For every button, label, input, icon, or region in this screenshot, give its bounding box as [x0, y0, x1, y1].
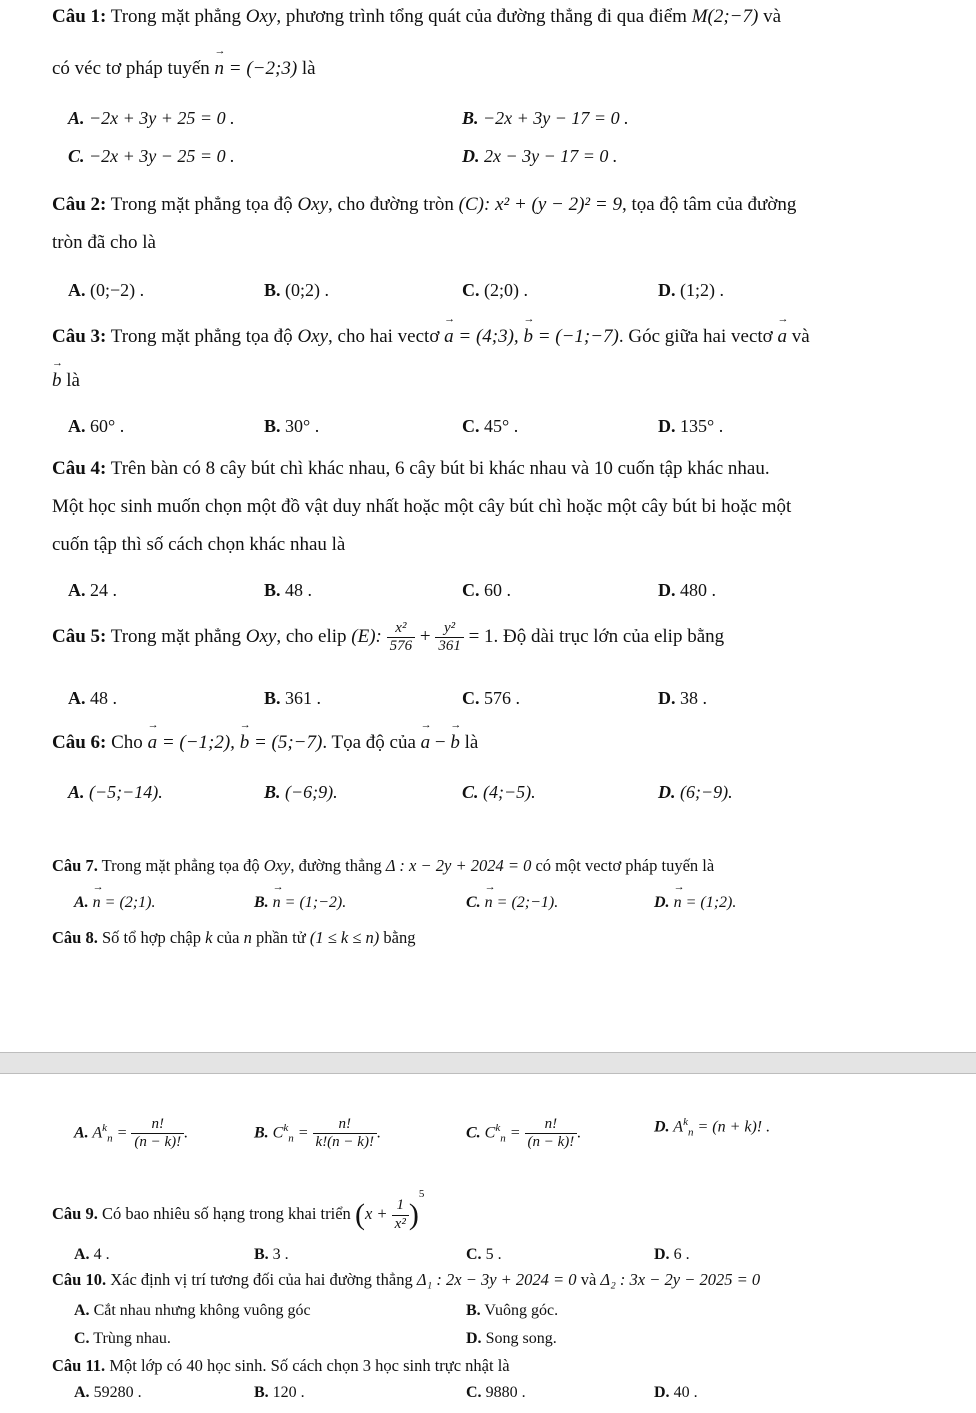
expression: x +	[364, 1204, 392, 1223]
option-value: 59280 .	[93, 1384, 142, 1401]
option-value: 45° .	[484, 416, 519, 436]
question-label: Câu 10.	[52, 1270, 107, 1289]
denominator: k!(n − k)!	[315, 1134, 374, 1151]
question-text: , cho hai vectơ	[328, 326, 445, 347]
option-value: 40 .	[673, 1384, 698, 1401]
fraction	[525, 1116, 578, 1152]
option-d[interactable]	[658, 416, 723, 437]
vector-value: = (4;3),	[453, 326, 524, 347]
option-letter: B.	[264, 580, 281, 600]
option-value: 38 .	[680, 688, 707, 708]
subscript: n	[500, 1132, 506, 1145]
option-letter: D.	[658, 280, 676, 300]
option-a[interactable]	[68, 580, 117, 601]
option-d[interactable]	[654, 894, 736, 912]
line-equation: Δ : x − 2y + 2024 = 0	[385, 856, 532, 875]
numerator: n!	[525, 1116, 578, 1134]
option-value: (4;−5).	[483, 782, 536, 802]
question-7	[52, 856, 936, 876]
equals: =	[293, 1124, 313, 1142]
option-letter: C.	[462, 782, 479, 802]
option-letter: B.	[264, 280, 281, 300]
option-letter: D.	[658, 782, 676, 802]
question-4-line2	[52, 496, 936, 519]
option-value: Cắt nhau nhưng không vuông góc	[89, 1302, 311, 1319]
subscript: n	[288, 1132, 294, 1145]
option-letter: D.	[658, 580, 676, 600]
question-text: Số tổ hợp chập	[97, 928, 206, 947]
question-2	[52, 194, 936, 217]
question-text: phần tử	[251, 928, 310, 947]
numerator: n!	[131, 1116, 184, 1134]
numerator: 1	[392, 1197, 409, 1215]
option-c[interactable]	[462, 580, 511, 601]
variable-n: n	[243, 928, 252, 947]
circle-equation: (C): x² + (y − 2)² = 9	[458, 194, 622, 215]
option-b[interactable]	[254, 1246, 289, 1264]
option-value: = (2;1).	[100, 894, 156, 911]
option-value: Trùng nhau.	[89, 1330, 171, 1347]
normal-vector: → n	[485, 894, 493, 911]
line-1: Δ₁ : 2x − 3y + 2024 = 0	[416, 1270, 577, 1289]
option-a[interactable]	[74, 1116, 188, 1152]
option-letter: D.	[654, 1246, 670, 1263]
denominator: 361	[438, 638, 461, 655]
option-b[interactable]	[254, 894, 346, 912]
question-text: Trong mặt phẳng tọa độ	[106, 194, 298, 215]
vector-b: → b	[240, 732, 250, 753]
question-text: của	[212, 928, 244, 947]
option-d[interactable]	[658, 280, 724, 301]
denominator: 576	[389, 638, 413, 655]
coord-system: Oxy	[263, 856, 291, 875]
option-letter: D.	[654, 894, 670, 911]
option-value: 24 .	[90, 580, 117, 600]
subscript: n	[687, 1126, 694, 1139]
option-value: Vuông góc.	[480, 1302, 559, 1319]
question-text: . Tọa độ của	[322, 732, 421, 753]
option-a[interactable]	[68, 416, 124, 437]
option-value: −2x + 3y + 25 = 0 .	[89, 108, 235, 128]
question-text: là	[61, 370, 80, 391]
superscript: k	[102, 1122, 108, 1135]
option-a[interactable]	[74, 1246, 110, 1264]
period: .	[577, 1124, 582, 1142]
vector-value: = (−2;3)	[224, 58, 298, 79]
question-text: có một vectơ pháp tuyến là	[531, 856, 715, 875]
option-c[interactable]	[462, 782, 536, 803]
option-letter: A.	[74, 894, 89, 911]
question-label: Câu 2:	[52, 194, 107, 215]
question-text: tròn đã cho là	[52, 232, 156, 253]
variable-k: k	[205, 928, 213, 947]
fraction	[313, 1116, 377, 1152]
vector-value: = (−1;−7)	[532, 326, 619, 347]
option-letter: C.	[462, 688, 480, 708]
option-letter: C.	[462, 416, 480, 436]
question-text: Trong mặt phẳng	[106, 6, 246, 27]
question-text: Một học sinh muốn chọn một đồ vật duy nhất hoặc một cây bút chì hoặc một cây bút bi hoặc một	[52, 496, 792, 517]
option-d[interactable]	[654, 1116, 770, 1139]
open-paren: (	[354, 1198, 365, 1232]
vector-value: = (−1;2),	[157, 732, 240, 753]
question-text: Trong mặt phẳng tọa độ	[97, 856, 264, 875]
question-5: Câu 5: Trong mặt phẳng Oxy, cho elip (E): $\frac{\text{x²}}{576}$ + $\frac{\text{y²}}{361}$ = 1. Độ dài trục lớn của elip bằng	[52, 620, 725, 655]
option-value: (0;2) .	[285, 280, 330, 300]
vector-b: → b	[523, 326, 533, 347]
question-text: cuốn tập thì số cách chọn khác nhau là	[52, 534, 346, 555]
question-text: , phương trình tổng quát của đường thẳng đi qua điểm	[276, 6, 692, 27]
coord-system: Oxy	[297, 326, 329, 347]
option-letter: B.	[264, 416, 281, 436]
option-value: 60 .	[484, 580, 511, 600]
equals: =	[505, 1124, 525, 1142]
option-letter: C.	[462, 280, 480, 300]
option-value: (−5;−14).	[89, 782, 163, 802]
option-letter: B.	[462, 108, 479, 128]
option-letter: C.	[74, 1330, 90, 1347]
page-break	[0, 1052, 976, 1074]
option-value: (6;−9).	[680, 782, 733, 802]
option-letter: B.	[254, 1246, 269, 1263]
option-value: −2x + 3y − 17 = 0 .	[483, 108, 629, 128]
vector-a: → a	[148, 732, 158, 753]
option-letter: A.	[74, 1384, 90, 1401]
fraction	[131, 1116, 184, 1152]
point: M(2;−7)	[691, 6, 759, 27]
symbol: C	[484, 1124, 496, 1142]
vector-a: → a	[421, 732, 431, 753]
option-letter: B.	[264, 782, 281, 802]
vector-a: → a	[444, 326, 454, 347]
equals-one: = 1	[463, 626, 494, 648]
option-value: 48 .	[285, 580, 313, 600]
line-2: Δ₂ : 3x − 2y − 2025 = 0	[600, 1270, 761, 1289]
option-letter: B.	[466, 1302, 481, 1319]
question-label: Câu 7.	[52, 856, 98, 875]
denominator: x²	[394, 1215, 406, 1232]
option-d[interactable]	[654, 1384, 698, 1402]
option-b[interactable]	[264, 580, 312, 601]
option-letter: B.	[254, 894, 269, 911]
option-letter: A.	[68, 416, 86, 436]
superscript: k	[683, 1116, 688, 1128]
option-b[interactable]	[264, 280, 329, 301]
option-c[interactable]	[74, 1330, 171, 1348]
question-label: Câu 3:	[52, 326, 107, 347]
condition: (1 ≤ k ≤ n)	[309, 928, 380, 947]
question-label: Câu 5:	[52, 626, 107, 648]
superscript: k	[283, 1122, 289, 1135]
fraction	[387, 620, 416, 656]
question-text: và	[576, 1270, 601, 1289]
question-label: Câu 8.	[52, 928, 98, 947]
question-3-line2	[52, 370, 936, 393]
option-d[interactable]	[658, 580, 716, 601]
question-9	[52, 1188, 936, 1233]
question-text: . Góc giữa hai vectơ	[618, 326, 778, 347]
option-letter: A.	[68, 688, 86, 708]
question-4-line3	[52, 534, 936, 557]
option-value: 2x − 3y − 17 = 0 .	[484, 146, 618, 166]
option-value: 576 .	[484, 688, 520, 708]
option-letter: A.	[68, 580, 86, 600]
vector-b: → b	[52, 370, 62, 391]
question-text: bằng	[379, 928, 416, 947]
option-value: (1;2) .	[680, 280, 724, 300]
vector-value: = (5;−7)	[249, 732, 323, 753]
question-text: và	[786, 326, 810, 347]
option-letter: D.	[658, 688, 676, 708]
option-value: 361 .	[285, 688, 322, 708]
coord-system: Oxy	[245, 6, 277, 27]
question-text: , đường thẳng	[290, 856, 386, 875]
question-text: là	[459, 732, 479, 753]
superscript: k	[495, 1122, 501, 1135]
option-a[interactable]	[68, 108, 235, 129]
exponent: 5	[418, 1188, 425, 1200]
option-letter: A.	[68, 280, 86, 300]
denominator: (n − k)!	[527, 1134, 575, 1151]
option-letter: D.	[466, 1330, 482, 1347]
question-text: , tọa độ tâm của đường	[621, 194, 797, 215]
option-c[interactable]	[462, 688, 520, 709]
question-1	[52, 6, 936, 29]
question-label: Câu 6:	[52, 732, 107, 753]
question-10	[52, 1270, 936, 1290]
option-d[interactable]	[466, 1330, 557, 1348]
option-b[interactable]	[264, 688, 321, 709]
option-letter: B.	[254, 1124, 269, 1142]
option-value: = (2;−1).	[492, 894, 559, 911]
question-label: Câu 11.	[52, 1356, 106, 1375]
vector-b: → b	[450, 732, 460, 753]
option-value: 120 .	[272, 1384, 305, 1401]
option-a[interactable]	[74, 1384, 142, 1402]
question-11	[52, 1356, 936, 1376]
question-label: Câu 9.	[52, 1204, 98, 1223]
option-value: −2x + 3y − 25 = 0 .	[89, 146, 235, 166]
question-2-line2	[52, 232, 936, 255]
question-text: Trong mặt phẳng	[106, 626, 246, 648]
coord-system: Oxy	[297, 194, 329, 215]
coord-system: Oxy	[245, 626, 277, 648]
question-text: Một lớp có 40 học sinh. Số cách chọn 3 học sinh trực nhật là	[105, 1356, 510, 1375]
option-value: Song song.	[481, 1330, 557, 1347]
option-letter: B.	[254, 1384, 269, 1401]
option-letter: B.	[264, 688, 281, 708]
fraction	[435, 620, 464, 656]
question-text: Trên bàn có 8 cây bút chì khác nhau, 6 cây bút bi khác nhau và 10 cuốn tập khác nhau.	[106, 458, 770, 479]
minus-sign: −	[430, 732, 451, 753]
option-value: 60° .	[90, 416, 125, 436]
option-value: = (1;2).	[681, 894, 737, 911]
symbol: A	[92, 1124, 103, 1142]
option-a[interactable]	[68, 782, 163, 803]
close-paren: )	[408, 1198, 419, 1232]
option-value: (2;0) .	[484, 280, 528, 300]
option-c[interactable]	[466, 1116, 581, 1152]
option-letter: D.	[658, 416, 676, 436]
numerator: n!	[313, 1116, 377, 1134]
option-value: 6 .	[673, 1246, 690, 1263]
numerator: y²	[435, 620, 464, 638]
question-text: Trong mặt phẳng tọa độ	[106, 326, 298, 347]
question-8	[52, 928, 936, 948]
option-value: 480 .	[680, 580, 716, 600]
option-a[interactable]	[74, 894, 155, 912]
formula: = (n + k)! .	[693, 1118, 771, 1136]
normal-vector: → n	[215, 58, 225, 79]
option-a[interactable]	[68, 280, 144, 301]
normal-vector: → n	[273, 894, 281, 911]
option-letter: A.	[68, 782, 85, 802]
option-value: 30° .	[285, 416, 320, 436]
option-letter: A.	[68, 108, 85, 128]
option-letter: C.	[466, 894, 481, 911]
normal-vector: → n	[674, 894, 682, 911]
question-label: Câu 1:	[52, 6, 107, 27]
option-letter: D.	[462, 146, 480, 166]
option-c[interactable]	[466, 1384, 526, 1402]
option-b[interactable]	[264, 782, 338, 803]
option-a[interactable]	[74, 1302, 311, 1320]
question-text: Cho	[106, 732, 148, 753]
question-4	[52, 458, 936, 481]
period: .	[184, 1124, 189, 1142]
option-letter: C.	[466, 1384, 482, 1401]
option-letter: A.	[74, 1246, 90, 1263]
option-a[interactable]	[68, 688, 117, 709]
question-label: Câu 4:	[52, 458, 107, 479]
option-c[interactable]	[68, 146, 235, 167]
subscript: n	[107, 1132, 113, 1145]
option-letter: A.	[74, 1124, 89, 1142]
option-value: 9880 .	[485, 1384, 526, 1401]
option-letter: C.	[466, 1124, 481, 1142]
question-text: , cho đường tròn	[328, 194, 459, 215]
ellipse-name: (E):	[351, 626, 382, 648]
question-text: là	[297, 58, 316, 79]
question-text: , cho elip	[276, 626, 352, 648]
question-text: và	[758, 6, 782, 27]
option-b[interactable]	[466, 1302, 558, 1320]
option-d[interactable]	[462, 146, 617, 167]
option-b[interactable]	[462, 108, 629, 129]
option-c[interactable]	[466, 894, 558, 912]
period: .	[376, 1124, 381, 1142]
option-value: = (1;−2).	[280, 894, 347, 911]
question-1-line2	[52, 58, 936, 81]
option-c[interactable]	[462, 416, 518, 437]
option-value: 5 .	[485, 1246, 502, 1263]
question-text: có véc tơ pháp tuyến	[52, 58, 215, 79]
normal-vector: → n	[93, 894, 101, 911]
option-value: 135° .	[680, 416, 724, 436]
option-value: (−6;9).	[285, 782, 338, 802]
option-value: 3 .	[272, 1246, 289, 1263]
option-c[interactable]	[462, 280, 528, 301]
symbol: C	[272, 1124, 284, 1142]
question-text: Xác định vị trí tương đối của hai đường thẳng	[106, 1270, 417, 1289]
option-b[interactable]	[254, 1116, 381, 1152]
option-letter: A.	[74, 1302, 90, 1319]
symbol: A	[673, 1118, 684, 1136]
question-3	[52, 326, 936, 349]
option-c[interactable]	[466, 1246, 502, 1264]
option-letter: C.	[462, 580, 480, 600]
option-letter: C.	[68, 146, 85, 166]
question-text: . Độ dài trục lớn của elip bằng	[493, 626, 725, 648]
denominator: (n − k)!	[134, 1134, 182, 1151]
vector-a: → a	[777, 326, 787, 347]
question-text: Có bao nhiêu số hạng trong khai triển	[97, 1204, 355, 1223]
numerator: x²	[387, 620, 416, 638]
option-value: 4 .	[93, 1246, 110, 1263]
option-letter: D.	[654, 1118, 670, 1136]
question-6	[52, 732, 936, 755]
option-b[interactable]	[254, 1384, 305, 1402]
option-d[interactable]	[654, 1246, 690, 1264]
option-value: (0;−2) .	[90, 280, 145, 300]
option-value: 48 .	[90, 688, 117, 708]
equals: =	[112, 1124, 132, 1142]
fraction	[392, 1197, 409, 1233]
option-d[interactable]	[658, 782, 733, 803]
option-d[interactable]	[658, 688, 707, 709]
option-b[interactable]	[264, 416, 319, 437]
option-letter: D.	[654, 1384, 670, 1401]
option-letter: C.	[466, 1246, 482, 1263]
